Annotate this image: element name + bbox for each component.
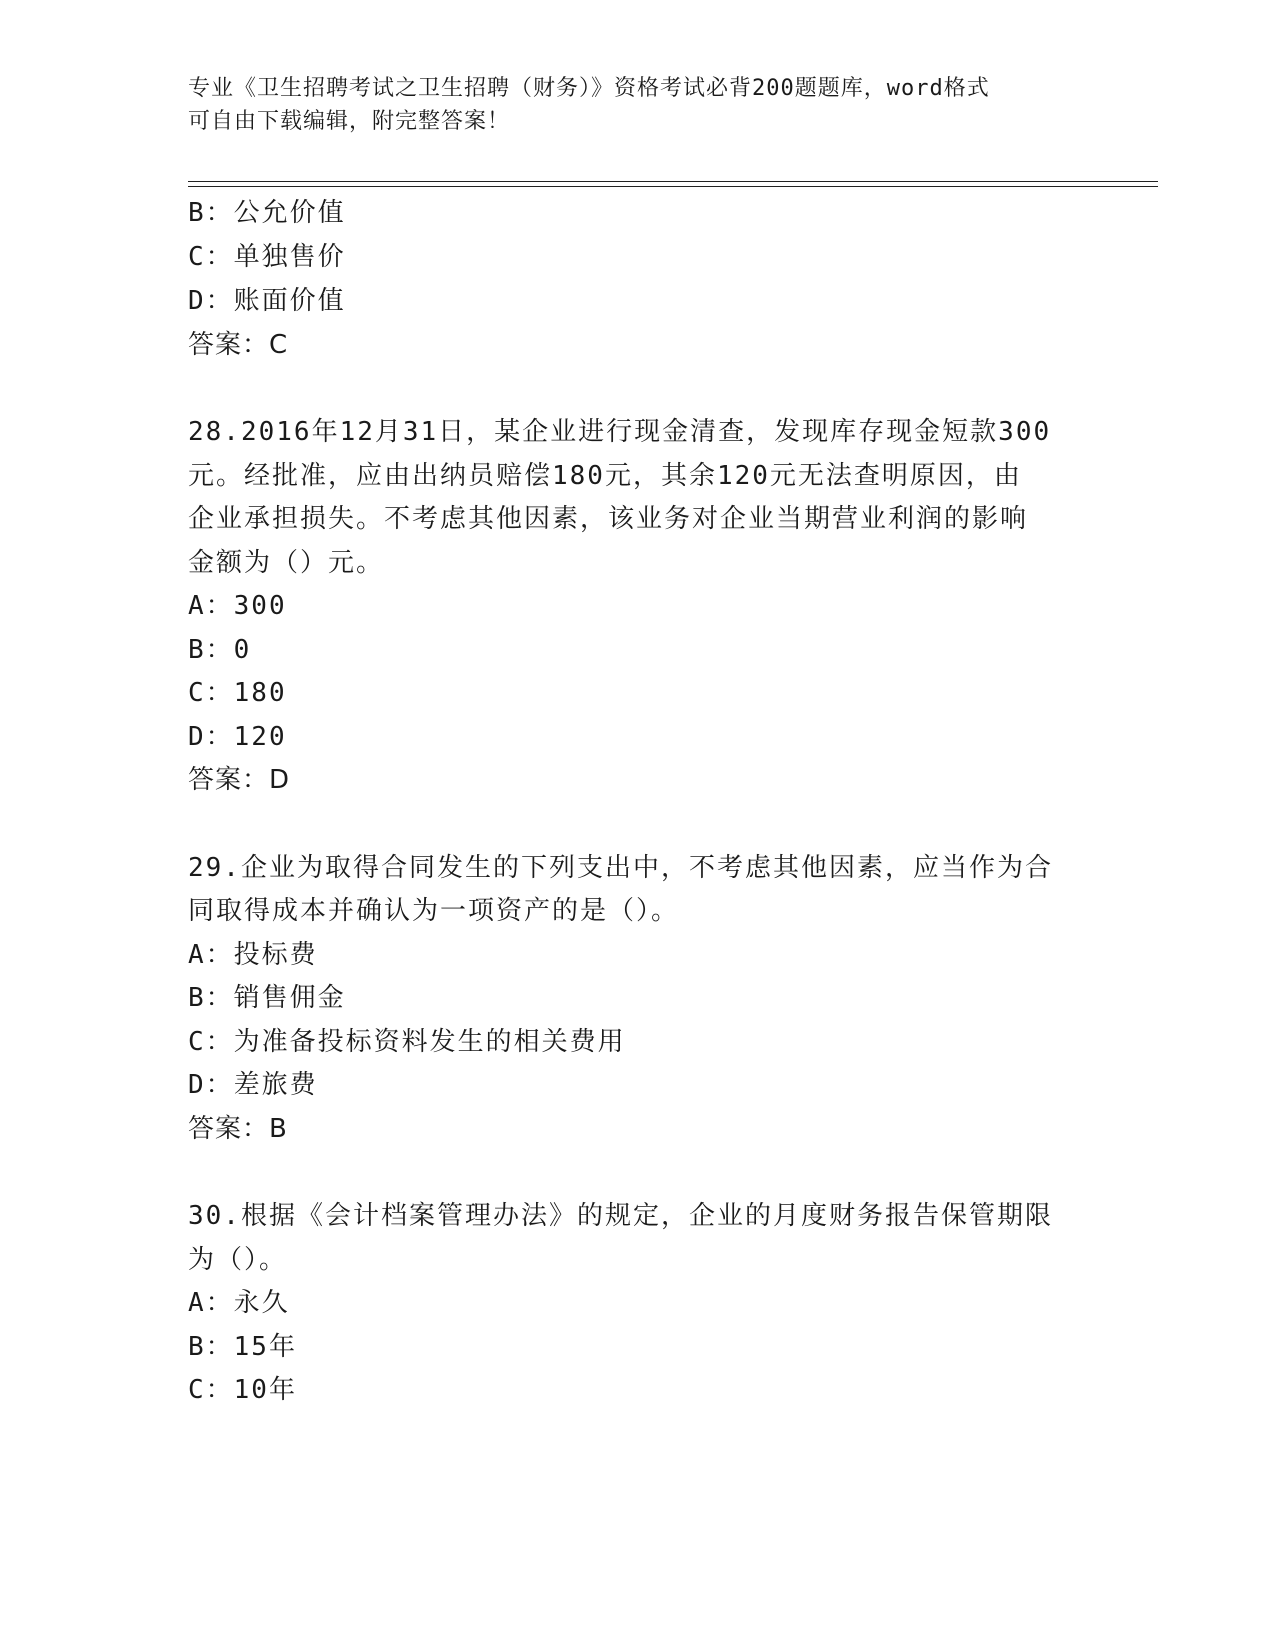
- q29-option-c: C：为准备投标资料发生的相关费用: [188, 1027, 626, 1057]
- q28-stem-line-4: 金额为（）元。: [188, 548, 385, 578]
- q28-option-b: B：0: [188, 635, 252, 665]
- q28-stem-line-2: 元。经批准，应由出纳员赔偿180元，其余120元无法查明原因，由: [188, 461, 1022, 491]
- header-rule-bottom: [188, 186, 1158, 187]
- header-line-2: 可自由下载编辑，附完整答案！: [188, 109, 511, 134]
- header-line-1: 专业《卫生招聘考试之卫生招聘（财务）》资格考试必背200题题库，word格式: [188, 76, 990, 101]
- q30-option-a: A：永久: [188, 1288, 290, 1318]
- q28-option-d: D：120: [188, 722, 287, 752]
- q28-stem-line-1: 28.2016年12月31日，某企业进行现金清查，发现库存现金短款300: [188, 417, 1052, 447]
- q28-stem-line-3: 企业承担损失。不考虑其他因素，该业务对企业当期营业利润的影响: [188, 504, 1029, 534]
- q30-stem-line-2: 为（）。: [188, 1245, 288, 1275]
- q30-option-b: B：15年: [188, 1332, 297, 1362]
- prev-answer: 答案：C: [188, 330, 289, 360]
- q29-option-d: D：差旅费: [188, 1070, 318, 1100]
- q28-option-a: A：300: [188, 591, 287, 621]
- q29-stem-line-2: 同取得成本并确认为一项资产的是（）。: [188, 896, 680, 926]
- q28-answer: 答案：D: [188, 765, 291, 795]
- document-header: [188, 72, 1088, 138]
- q29-option-b: B：销售佣金: [188, 983, 346, 1013]
- q29-stem-line-1: 29.企业为取得合同发生的下列支出中，不考虑其他因素，应当作为合: [188, 853, 1053, 883]
- q28-option-c: C：180: [188, 678, 287, 708]
- prev-option-b: B：公允价值: [188, 198, 346, 228]
- prev-option-d: D：账面价值: [188, 286, 346, 316]
- prev-option-c: C：单独售价: [188, 242, 346, 272]
- q29-answer: 答案：B: [188, 1114, 288, 1144]
- q30-option-c: C：10年: [188, 1375, 297, 1405]
- header-rule-top: [188, 181, 1158, 182]
- q29-option-a: A：投标费: [188, 940, 318, 970]
- q30-stem-line-1: 30.根据《会计档案管理办法》的规定，企业的月度财务报告保管期限: [188, 1201, 1053, 1231]
